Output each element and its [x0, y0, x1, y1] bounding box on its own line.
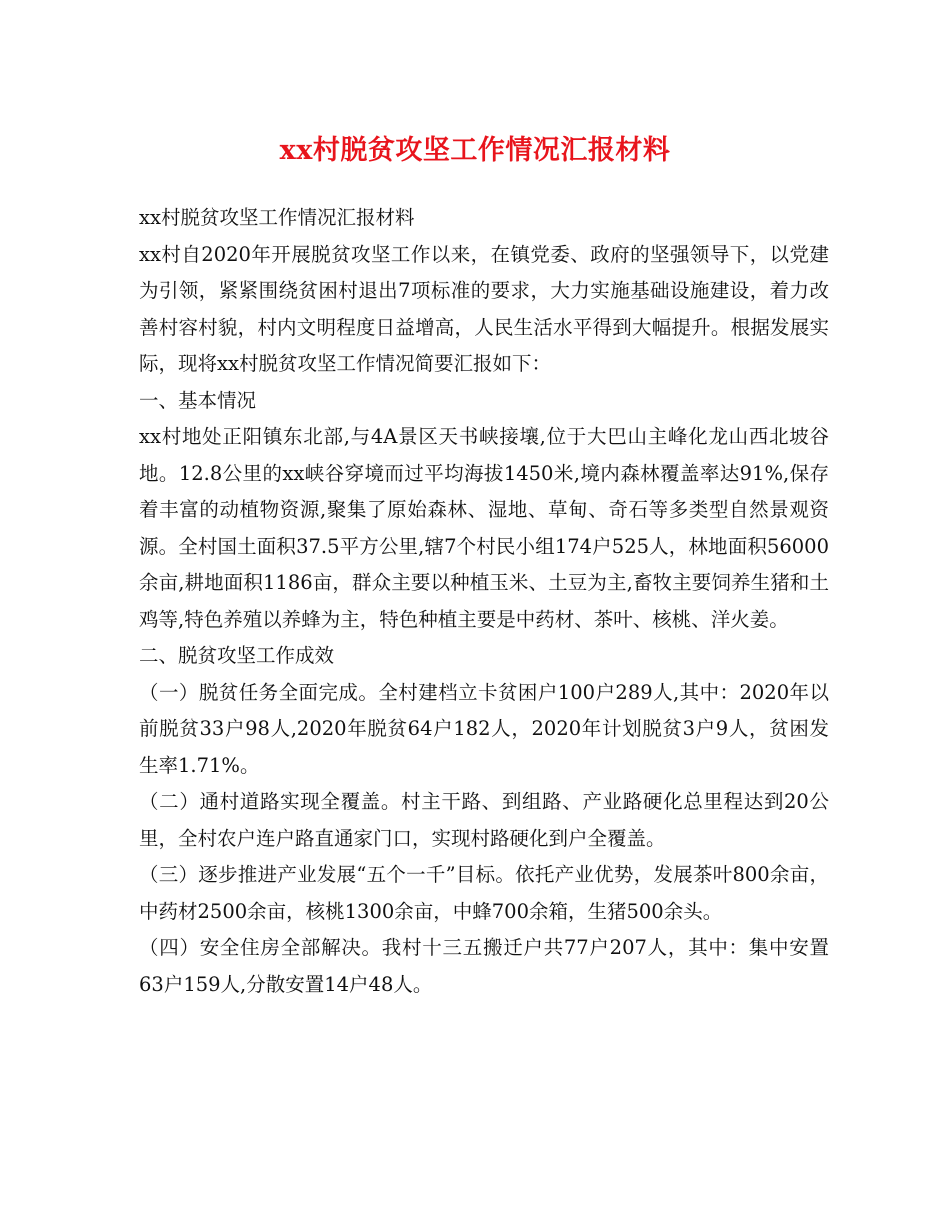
paragraph-basic-info: xx村地处正阳镇东北部,与4A景区天书峡接壤,位于大巴山主峰化龙山西北坡谷地。12.8公里的xx峡谷穿境而过平均海拔1450米,境内森林覆盖率达91%,保存着丰富的动植物资源,聚集了原始森林、湿地、草甸、奇石等多类型自然景观资源。全村国土面积37.5平方公里,辖7个村民小组174户525人，林地面积56000余亩,耕地面积1186亩，群众主要以种植玉米、土豆为主,畜牧主要饲养生猪和土鸡等,特色养殖以养蜂为主，特色种植主要是中药材、茶叶、核桃、洋火姜。 — [139, 425, 829, 631]
section-heading-achievements: 二、脱贫攻坚工作成效 — [139, 644, 335, 667]
document-title: xx村脱贫攻坚工作情况汇报材料 — [279, 135, 671, 166]
paragraph-achievement-1: （一）脱贫任务全面完成。全村建档立卡贫困户100户289人,其中：2020年以前脱贫33户98人,2020年脱贫64户182人，2020年计划脱贫3户9人，贫困发生率1.71%。 — [139, 680, 829, 777]
paragraph-achievement-4: （四）安全住房全部解决。我村十三五搬迁户共77户207人，其中：集中安置63户159人,分散安置14户48人。 — [139, 936, 829, 996]
paragraph-subtitle: xx村脱贫攻坚工作情况汇报材料 — [139, 206, 415, 229]
paragraph-achievement-2: （二）通村道路实现全覆盖。村主干路、到组路、产业路硬化总里程达到20公里，全村农户连户路直通家门口，实现村路硬化到户全覆盖。 — [139, 790, 829, 850]
paragraph-intro: xx村自2020年开展脱贫攻坚工作以来，在镇党委、政府的坚强领导下，以党建为引领，紧紧围绕贫困村退出7项标准的要求，大力实施基础设施建设，着力改善村容村貌，村内文明程度日益增高，人民生活水平得到大幅提升。根据发展实际，现将xx村脱贫攻坚工作情况简要汇报如下： — [139, 242, 829, 375]
document-body — [139, 200, 829, 1003]
paragraph-achievement-3: （三）逐步推进产业发展“五个一千”目标。依托产业优势，发展茶叶800余亩，中药材2500余亩，核桃1300余亩，中蜂700余箱，生猪500余头。 — [139, 863, 829, 923]
section-heading-basic-info: 一、基本情况 — [139, 388, 257, 412]
